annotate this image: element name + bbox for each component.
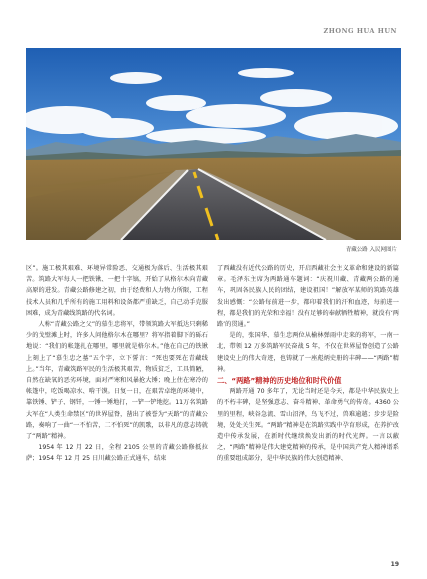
- highway-photo-icon: [26, 48, 401, 240]
- left-column: [26, 263, 208, 465]
- magazine-title: ZHONG HUA HUN: [323, 27, 397, 35]
- left-paragraph-3: 1954 年 12 月 22 日，全程 2105 公里的青藏公路修抵拉萨；1954 年 12 月 25 日川藏公路正式通车，结束: [26, 444, 208, 463]
- section-heading: 二、“两路”精神的历史地位和时代价值: [217, 376, 342, 386]
- highway-landscape-photo: [26, 48, 401, 240]
- left-paragraph-2: 人称“青藏公路之父”的慕生忠将军，带领筑路大军抵达只剩稀少的戈壁滩上时，许多人问他格尔木在哪里？将军指着脚下的砾石地说：“我们的帐篷扎在哪里，哪里就是格尔木。”他在自己的铁锹上刻上了“慕生忠之墓”五个字，立下誓言：“死也要死在青藏线上。”当年，青藏筑路军民的生活极其艰苦，物质贫乏，工具简陋，自然在缺氧的恶劣环境，面对严寒和风暴抢大锤；晚上住在寒冷的帐篷中，吃饭喝凉水、啃干馍。日复一日，在艰苦卓绝的环境中，靠铁锤、铲子、钢钎，一锤一锤地打，一铲一铲地挖。11万名筑路大军在“人类生命禁区”的世界屋脊，凿出了被誉为“天路”的青藏公路，奏响了一曲“一不怕苦，二不怕死”的凯歌，以非凡的意志铸就了“两路”精神。: [26, 321, 208, 441]
- page-number: 19: [390, 561, 399, 568]
- right-column: [217, 263, 399, 465]
- running-header: [0, 0, 427, 46]
- right-paragraph-3: 两路开通 70 多年了，无论当时还是今天，都是中华民族史上的不朽丰碑，是坚强意志、奋斗精神、革命勇气的传奇。4360 公里的里程，峡谷急流、雪山沼泽，鸟飞不过，兽难逾越；步步是险境，处处关生死。“两路”精神是在筑路实践中孕育形成，在养护改造中传承发展，在新时代继续焕发出新的时代光辉。一言以蔽之，“两路”精神是伟大建党精神的传承，是中国共产党人精神谱系的重要组成部分，是中华民族的伟大创造精神、: [217, 388, 399, 463]
- right-paragraph-2: 是的，张国华、慕生忠两位从榆林弹雨中走来的将军，一南一北，带领 12 万多筑路军民奋战 5 年，不仅在世界屋脊创造了公路建设史上的伟大奇迹，也铸就了一座彪炳史册的丰碑——“两路”精神。: [217, 332, 399, 373]
- photo-caption: 青藏公路 入民网图片: [345, 247, 397, 253]
- right-paragraph-1: 了西藏没有近代公路的历史，开启西藏社会主义革命和建设的新篇章。毛泽东主席为两路通车题词：“庆祝川藏、青藏两公路的通车，巩固各民族人民的团结，建设祖国！”解放军某师的筑路英雄发出感慨：“公路每前进一步，都印着我们的汗和血迹，每前进一程，都是我们的光荣和幸福！没有足够的奉献牺牲精神，就没有‘两路’的贯通。”: [217, 265, 399, 329]
- left-paragraph-1: 区”。施工极其艰难、环境异常险恶、交通极为落后、生活极其艰苦。筑路大军每人一把铁锹、一把十字镐，开始了从格尔木向青藏高原的进发。青藏公路修建之初，由于经费和人力物力所限，工程技术人员和几乎所有的施工用料和设备都严重缺乏，自己动手克服困难，成为青藏线筑路的代名词。: [26, 265, 208, 317]
